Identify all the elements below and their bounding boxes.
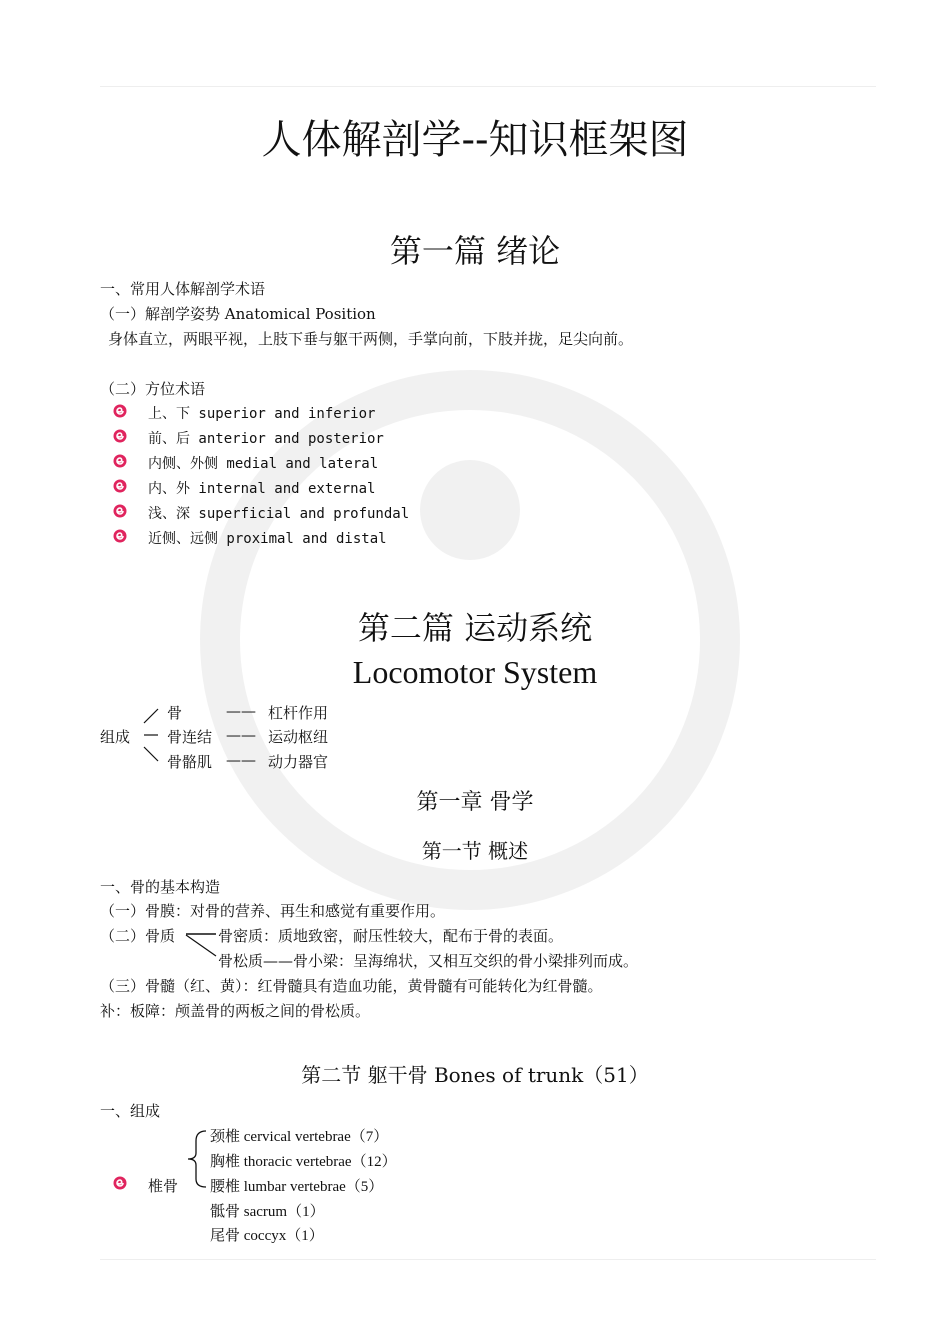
s1-heading: 一、骨的基本构造 [100,878,221,896]
part1-sub1-text: 身体直立，两眼平视，上肢下垂与躯干两侧，手掌向前，下肢并拢，足尖向前。 [108,330,634,348]
bone-substance-brace [184,932,218,958]
vertebra-item: 尾骨 coccyx（1） [210,1228,324,1244]
part1-heading: 第一篇 绪论 [389,232,561,270]
vertebra-item: 骶骨 sacrum（1） [210,1204,325,1220]
top-rule [100,86,876,87]
part1-sub2-title: （二）方位术语 [100,380,206,398]
spiral-bullet-icon [113,454,127,468]
comp-name: 骨骼肌 [167,753,213,771]
vertebra-item: 腰椎 lumbar vertebrae（5） [210,1179,384,1195]
part1-sub1-title: （一）解剖学姿势 Anatomical Position [100,305,376,323]
comp-dash: —— [226,726,256,744]
spiral-bullet-icon [113,429,127,443]
comp-dash: —— [226,702,256,720]
comp-name: 骨连结 [167,728,213,746]
s1-item2-compact: 骨密质：质地致密，耐压性较大，配布于骨的表面。 [218,927,564,945]
comp-role: 动力器官 [268,753,329,771]
vertebrae-brace [184,1127,208,1191]
comp-role: 运动枢纽 [268,728,329,746]
page-title: 人体解剖学--知识框架图 [261,117,689,163]
s1-item2-label: （二）骨质 [100,927,176,945]
comp-name: 骨 [167,704,183,722]
composition-brace [140,705,162,765]
term-item: 近侧、远侧 proximal and distal [148,531,387,547]
spiral-bullet-icon [113,1176,127,1190]
s1-note: 补：板障：颅盖骨的两板之间的骨松质。 [100,1002,371,1020]
vertebra-item: 颈椎 cervical vertebrae（7） [210,1129,389,1145]
vertebra-item: 胸椎 thoracic vertebrae（12） [210,1154,397,1170]
part1-sec1-title: 一、常用人体解剖学术语 [100,280,266,298]
term-item: 内侧、外侧 medial and lateral [148,456,379,472]
comp-dash: —— [226,751,256,769]
spiral-bullet-icon [113,404,127,418]
spiral-bullet-icon [113,529,127,543]
comp-role: 杠杆作用 [268,704,329,722]
section1-heading: 第一节 概述 [421,839,529,863]
part2-heading: 第二篇 运动系统 [357,609,593,647]
composition-label: 组成 [100,728,131,746]
section2-heading: 第二节 躯干骨 Bones of trunk（51） [301,1063,649,1087]
term-item: 前、后 anterior and posterior [148,431,384,447]
chapter1-heading: 第一章 骨学 [416,790,534,815]
s1-item3: （三）骨髓（红、黄）：红骨髓具有造血功能，黄骨髓有可能转化为红骨髓。 [100,977,603,995]
term-item: 上、下 superior and inferior [148,406,376,422]
bottom-rule [100,1259,876,1260]
s1-item2-spongy: 骨松质——骨小梁：呈海绵状，又相互交织的骨小梁排列而成。 [218,952,639,970]
spiral-bullet-icon [113,504,127,518]
s1-item1: （一）骨膜：对骨的营养、再生和感觉有重要作用。 [100,902,446,920]
term-item: 浅、深 superficial and profundal [148,506,410,522]
s2-heading: 一、组成 [100,1102,161,1120]
part2-subtitle: Locomotor System [352,654,598,690]
vertebrae-label: 椎骨 [148,1177,179,1195]
term-item: 内、外 internal and external [148,481,376,497]
spiral-bullet-icon [113,479,127,493]
